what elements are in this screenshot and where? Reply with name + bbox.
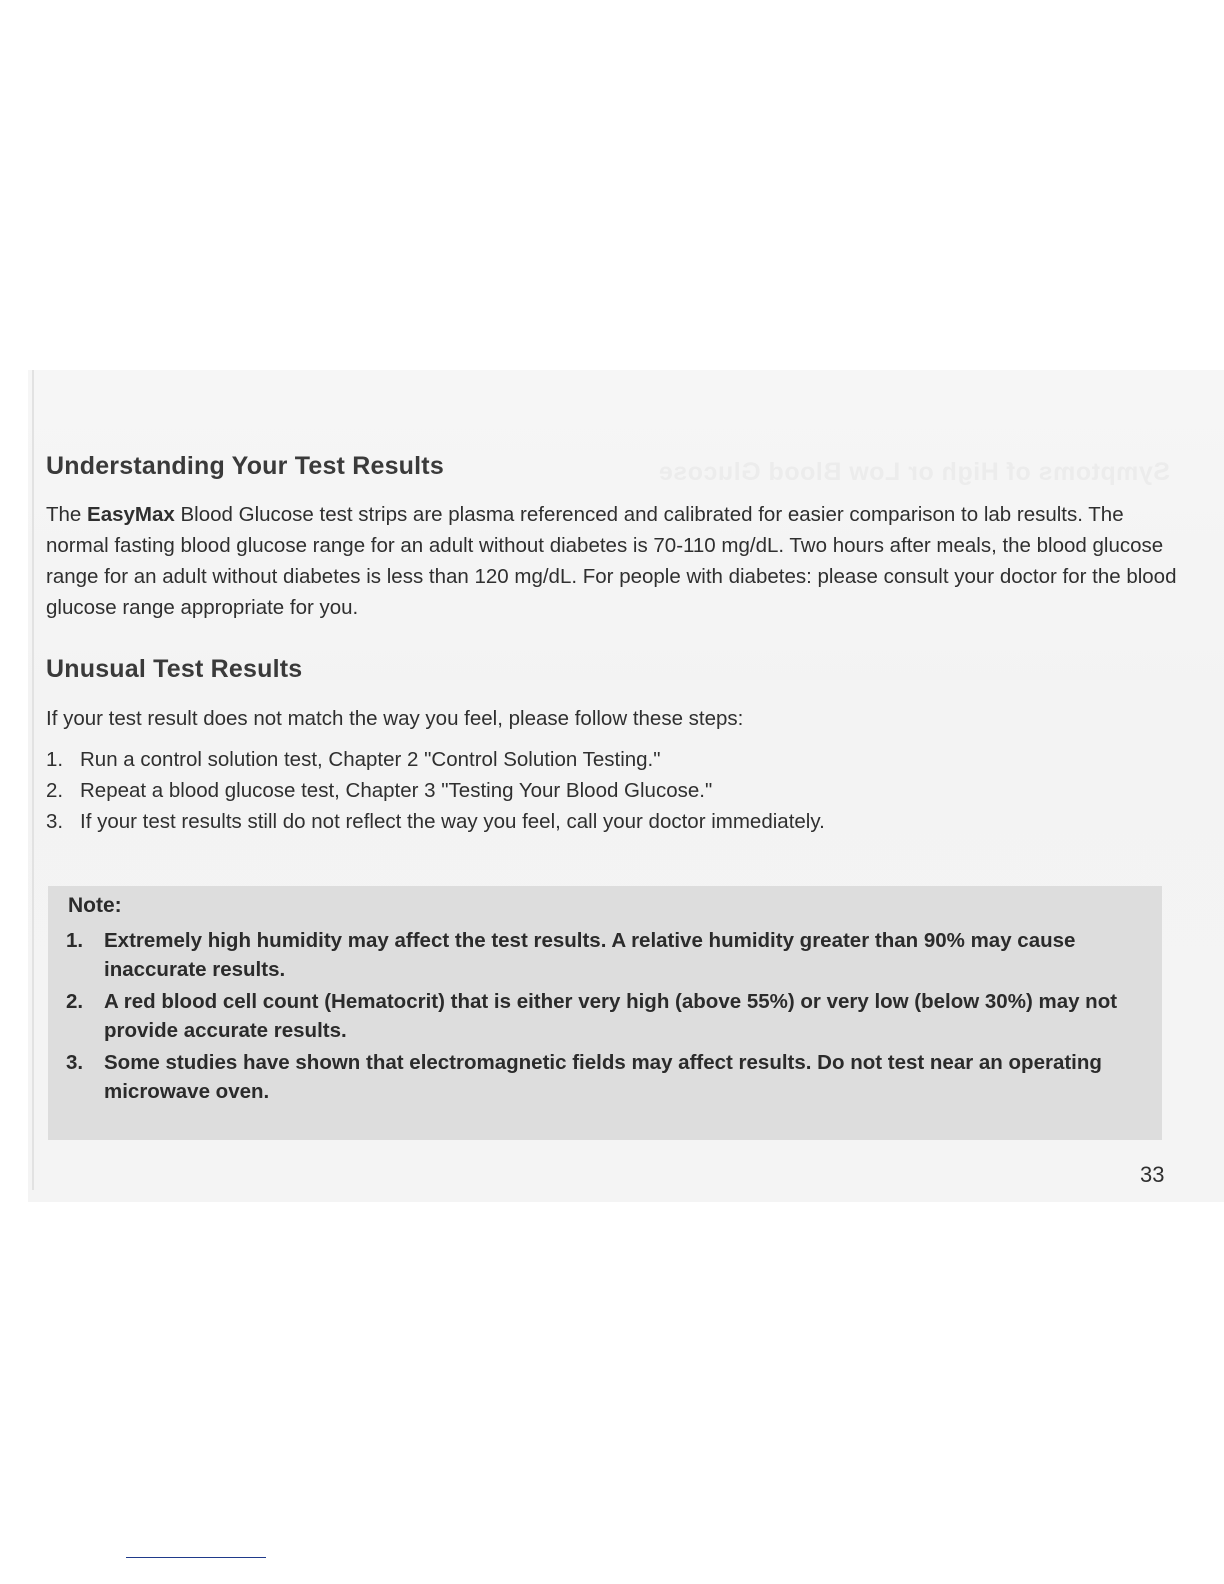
note-text: Some studies have shown that electromagnetic fields may affect results. Do not test near an operating microwave oven. (104, 1051, 1102, 1103)
note-box (48, 886, 1162, 1140)
list-item (66, 987, 1146, 1045)
understanding-results-paragraph (46, 499, 1186, 623)
list-item (46, 806, 1186, 837)
bleed-through-heading: Symptoms of High or Low Blood Glucose (658, 458, 1170, 486)
unusual-results-intro: If your test result does not match the way you feel, please follow these steps: (46, 707, 744, 730)
list-item (66, 1048, 1146, 1106)
unusual-results-section (46, 655, 1186, 837)
step-number: 1. (46, 748, 64, 771)
note-number: 3. (66, 1051, 84, 1074)
list-item (66, 926, 1146, 984)
understanding-results-section (46, 452, 1186, 623)
page-number: 33 (1140, 1162, 1165, 1187)
unusual-results-steps (46, 744, 1186, 837)
unusual-results-heading: Unusual Test Results (46, 655, 303, 683)
brand-name: EasyMax (87, 503, 175, 526)
step-text: If your test results still do not reflect the way you feel, call your doctor immediately. (80, 810, 825, 833)
step-number: 2. (46, 779, 64, 802)
note-number: 1. (66, 929, 84, 952)
step-text: Repeat a blood glucose test, Chapter 3 "Testing Your Blood Glucose." (80, 779, 713, 802)
paragraph-intro: The (46, 503, 88, 526)
step-number: 3. (46, 810, 64, 833)
note-list (66, 926, 1146, 1109)
list-item (46, 775, 1186, 806)
page-edge-shadow (32, 370, 34, 1190)
footnote-divider (126, 1557, 266, 1558)
list-item (46, 744, 1186, 775)
note-text: Extremely high humidity may affect the test results. A relative humidity greater than 90% may cause inaccurate results. (104, 929, 1076, 981)
paragraph-body: Blood Glucose test strips are plasma referenced and calibrated for easier comparison to lab results. The normal fasting blood glucose range for an adult without diabetes is 70-110 mg/dL. Two hours after meals, the blood glucose range for an adult without diabetes is less than 120 mg/dL. For people with diabetes: please consult your doctor for the blood glucose range appropriate for you. (46, 503, 1177, 619)
note-title: Note: (68, 894, 122, 917)
note-text: A red blood cell count (Hematocrit) that is either very high (above 55%) or very low (below 30%) may not provide accurate results. (104, 990, 1118, 1042)
note-number: 2. (66, 990, 84, 1013)
understanding-results-heading: Understanding Your Test Results (46, 452, 444, 480)
step-text: Run a control solution test, Chapter 2 "Control Solution Testing." (80, 748, 661, 771)
